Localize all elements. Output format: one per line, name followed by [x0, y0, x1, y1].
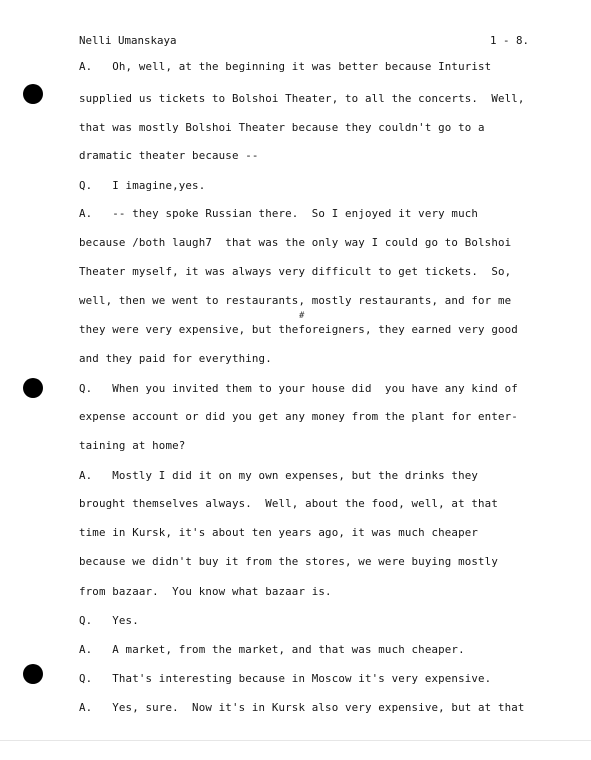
- transcript-line: Q. I imagine,yes.: [79, 179, 206, 192]
- interviewee-name: Nelli Umanskaya: [79, 34, 177, 47]
- transcript-line: Q. That's interesting because in Moscow it's very expensive.: [79, 672, 492, 685]
- page-number: 1 - 8.: [489, 34, 529, 47]
- transcript-line: Q. When you invited them to your house did you have any kind of: [79, 382, 518, 395]
- transcript-line: and they paid for everything.: [79, 352, 272, 365]
- transcript-line: expense account or did you get any money from the plant for enter-: [79, 410, 518, 423]
- transcript-line: Theater myself, it was always very difficult to get tickets. So,: [79, 265, 512, 278]
- transcript-line: A. Oh, well, at the beginning it was better because Inturist: [79, 60, 492, 73]
- transcript-line: A. Mostly I did it on my own expenses, but the drinks they: [79, 469, 479, 482]
- transcript-line: because /both laugh7 that was the only way I could go to Bolshoi: [79, 236, 512, 249]
- transcript-line: from bazaar. You know what bazaar is.: [79, 585, 332, 598]
- transcript-line: time in Kursk, it's about ten years ago, it was much cheaper: [79, 526, 479, 539]
- page-edge-divider: [0, 740, 591, 741]
- transcript-line: taining at home?: [79, 439, 186, 452]
- transcript-line: because we didn't buy it from the stores, we were buying mostly: [79, 555, 498, 568]
- transcript-line: A. -- they spoke Russian there. So I enjoyed it very much: [79, 207, 479, 220]
- transcript-line: A. Yes, sure. Now it's in Kursk also very expensive, but at that: [79, 701, 525, 714]
- binder-hole-icon: [23, 84, 43, 104]
- transcript-line: that was mostly Bolshoi Theater because they couldn't go to a: [79, 121, 485, 134]
- transcript-line: A. A market, from the market, and that was much cheaper.: [79, 643, 465, 656]
- transcript-line: well, then we went to restaurants, mostly restaurants, and for me: [79, 294, 512, 307]
- transcript-line: brought themselves always. Well, about the food, well, at that: [79, 497, 498, 510]
- insert-space-mark: #: [299, 311, 305, 321]
- binder-hole-icon: [23, 378, 43, 398]
- binder-hole-icon: [23, 664, 43, 684]
- transcript-line: supplied us tickets to Bolshoi Theater, to all the concerts. Well,: [79, 92, 525, 105]
- transcript-line: they were very expensive, but theforeigners, they earned very good: [79, 323, 518, 336]
- transcript-line: Q. Yes.: [79, 614, 139, 627]
- transcript-line: dramatic theater because --: [79, 149, 259, 162]
